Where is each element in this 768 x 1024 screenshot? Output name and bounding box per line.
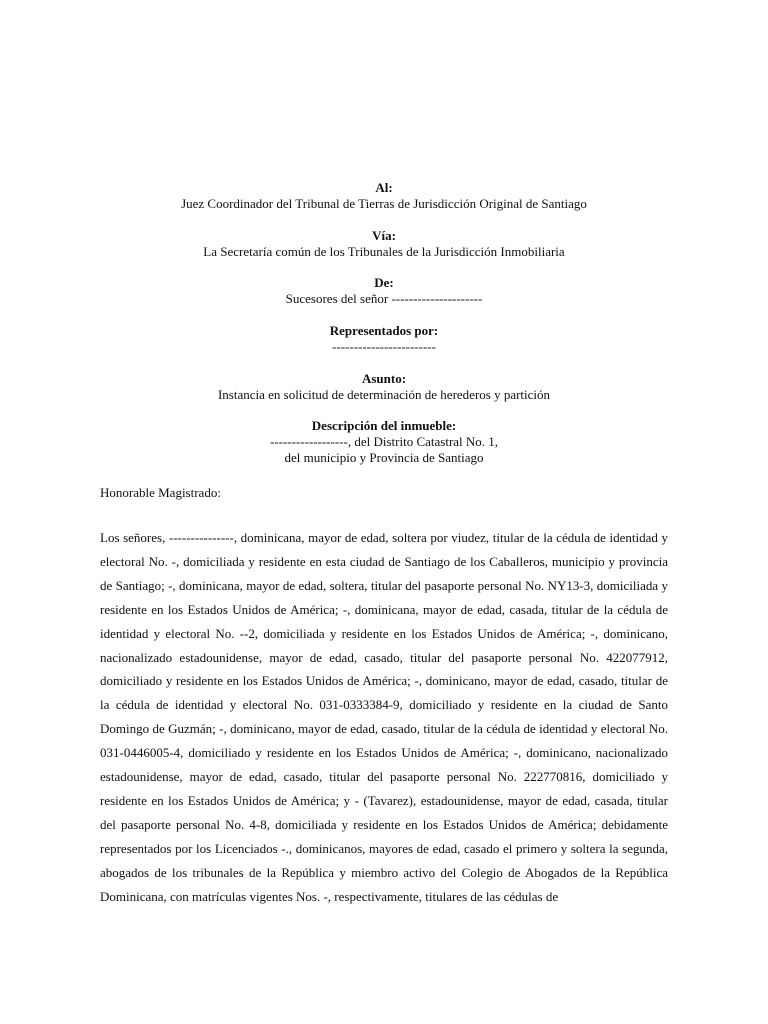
section-value: La Secretaría común de los Tribunales de la Jurisdicción Inmobiliaria xyxy=(203,244,565,259)
section-label: Vía: xyxy=(372,228,396,243)
section-label: Al: xyxy=(375,180,393,195)
section-subject xyxy=(0,371,768,403)
body-paragraph: Los señores, ---------------, dominicana, mayor de edad, soltera por viudez, titular de la cédula de identidad y electoral No. -, domiciliada y residente en esta ciudad de Santiago de los Caballeros, municipio y provincia de Santiago; -, dominicana, mayor de edad, soltera, titular del pasaporte personal No. NY13-3, domiciliada y residente en los Estados Unidos de América; -, dominicana, mayor de edad, casada, titular de la cédula de identidad y electoral No. --2, domiciliada y residente en los Estados Unidos de América; -, dominicano, nacionalizado estadounidense, mayor de edad, casado, titular del pasaporte personal No. 422077912, domiciliado y residente en los Estados Unidos de América; -, dominicano, mayor de edad, casado, titular de la cédula de identidad y electoral No. 031-0333384-9, domiciliado y residente en la ciudad de Santo Domingo de Guzmán; -, dominicano, mayor de edad, casado, titular de la cédula de identidad y electoral No. 031-0446005-4, domiciliado y residente en los Estados Unidos de América; -, dominicano, nacionalizado estadounidense, mayor de edad, casado, titular del pasaporte personal No. 222770816, domiciliado y residente en los Estados Unidos de América; y - (Tavarez), estadounidense, mayor de edad, casada, titular del pasaporte personal No. 4-8, domiciliada y residente en los Estados Unidos de América; debidamente representados por los Licenciados -., dominicanos, mayores de edad, casado el primero y soltera la segunda, abogados de los tribunales de la República y miembro activo del Colegio de Abogados de la República Dominicana, con matrículas vigentes Nos. -, respectivamente, titulares de las cédulas de xyxy=(100,530,668,904)
section-from xyxy=(0,275,768,307)
section-label: Asunto: xyxy=(361,371,407,386)
section-value: Sucesores del señor --------------------- xyxy=(285,291,483,306)
section-value: Instancia en solicitud de determinación de herederos y partición xyxy=(217,387,551,402)
section-recipient xyxy=(0,180,768,212)
salutation: Honorable Magistrado: xyxy=(100,485,221,500)
section-label: De: xyxy=(374,275,394,290)
section-value: Juez Coordinador del Tribunal de Tierras de Jurisdicción Original de Santiago xyxy=(181,196,587,211)
section-label: Representados por: xyxy=(329,323,439,338)
section-value: ------------------, del Distrito Catastral No. 1, xyxy=(269,434,499,449)
section-via xyxy=(0,228,768,260)
section-represented-by xyxy=(0,323,768,355)
section-value: del municipio y Provincia de Santiago xyxy=(284,450,484,465)
section-value: ------------------------ xyxy=(332,339,436,354)
section-property-description xyxy=(0,418,768,466)
section-label: Descripción del inmueble: xyxy=(311,418,457,433)
